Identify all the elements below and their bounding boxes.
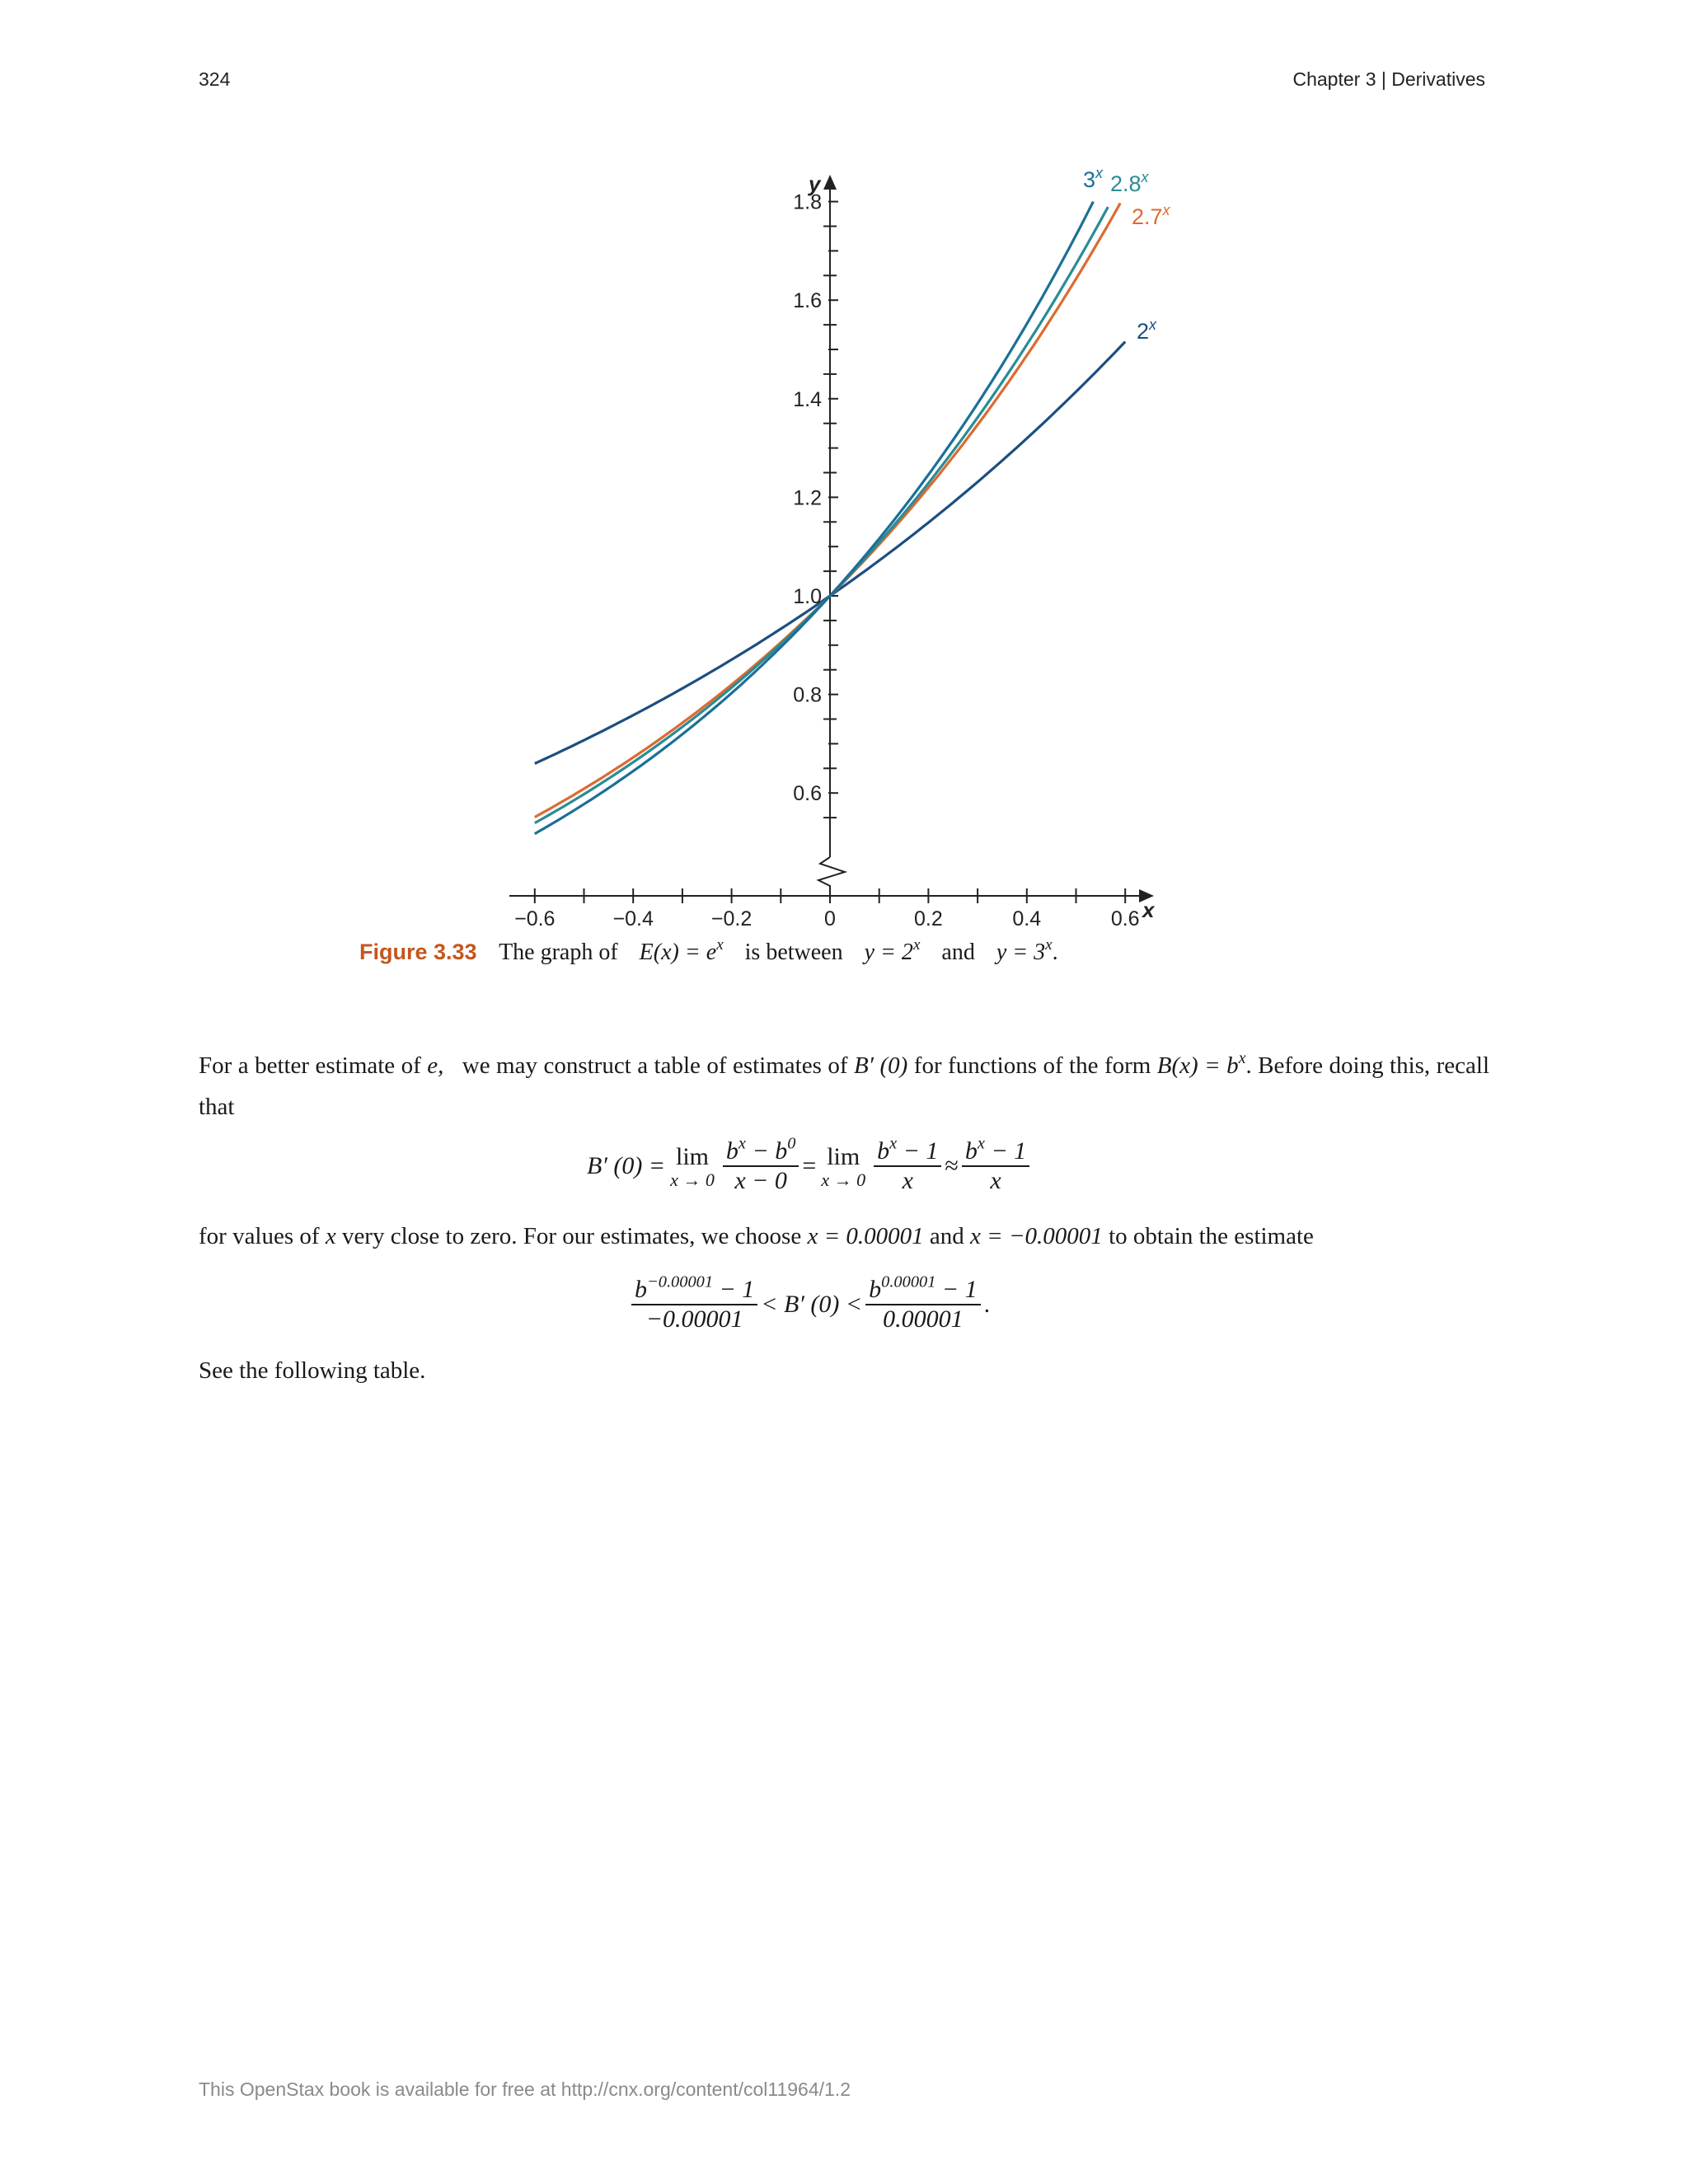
x-tick-label: 0.2 [914,907,943,930]
caption-math-2x: $y = 2^x$ [864,936,921,965]
y-axis-arrow [823,175,837,190]
y-tick-label: 1.8 [793,190,822,214]
y-tick-label: 1.2 [793,486,822,510]
y-tick-label: 1.0 [793,585,822,608]
y-tick-label: 0.8 [793,683,822,707]
y-tick-label: 1.6 [793,289,822,313]
page-number: 324 [199,68,231,90]
caption-math-e: $E(x) = e^x$ [639,936,724,965]
curve-label-2.7: 2.7$^x$ [1132,202,1170,229]
y-axis-break [818,857,845,896]
caption-text-3: and [941,940,975,965]
caption-text-1: The graph of [499,940,618,965]
exponential-graph [0,0,1688,940]
x-tick-label: 0 [824,907,836,930]
x-tick-label: −0.6 [514,907,556,930]
figure-caption: Figure 3.33 The graph of $E(x) = e^x$ is between $y = 2^x$ and $y = 3^x$. [359,936,1058,965]
caption-math-3x: $y = 3^x$ [996,936,1053,965]
paragraph-estimate-intro: For a better estimate of e, we may construct a table of estimates of B′ (0) for functions of the form $B(x) = b^x$. Before doing this, recall that [199,1048,1490,1120]
y-tick-label: 0.6 [793,782,822,806]
curve-label-3: 3$^x$ [1083,165,1104,192]
paragraph-see-table: See the following table. [199,1357,426,1384]
paragraph-choose-x: for values of x very close to zero. For our estimates, we choose x = 0.00001 and x = −0.00001 to obtain the estimate [199,1223,1314,1249]
footer-note: This OpenStax book is available for free at http://cnx.org/content/col11964/1.2 [199,2079,851,2100]
curve-label-2: 2$^x$ [1137,316,1157,344]
x-tick-label: 0.4 [1012,907,1042,930]
curve-label-2.8: 2.8$^x$ [1110,169,1149,196]
y-tick-label: 1.4 [793,387,822,411]
figure-label: Figure 3.33 [359,940,477,964]
x-tick-label: −0.4 [612,907,654,930]
caption-text-2: is between [744,940,843,965]
x-tick-label: 0.6 [1110,907,1140,930]
chapter-header: Chapter 3 | Derivatives [1292,68,1485,90]
x-axis-label: x [1142,898,1155,922]
x-tick-label: −0.2 [710,907,753,930]
equation-estimate-bounds: $\frac{b^{-0.00001} - 1}{-0.00001}$ < B′ (0) < $\frac{b^{0.00001} - 1}{0.00001}$ . [628,1276,990,1333]
curve-2.7 [535,204,1120,818]
y-axis-label: y [809,171,821,196]
equation-derivative-limit: B′ (0) = lim x → 0 $\frac{b^x - b^0}{x - 0}$ = lim x → 0 $\frac{b^x - 1}{x}$ ≈ $\frac{b^x - 1}{x}$ [587,1137,1033,1195]
